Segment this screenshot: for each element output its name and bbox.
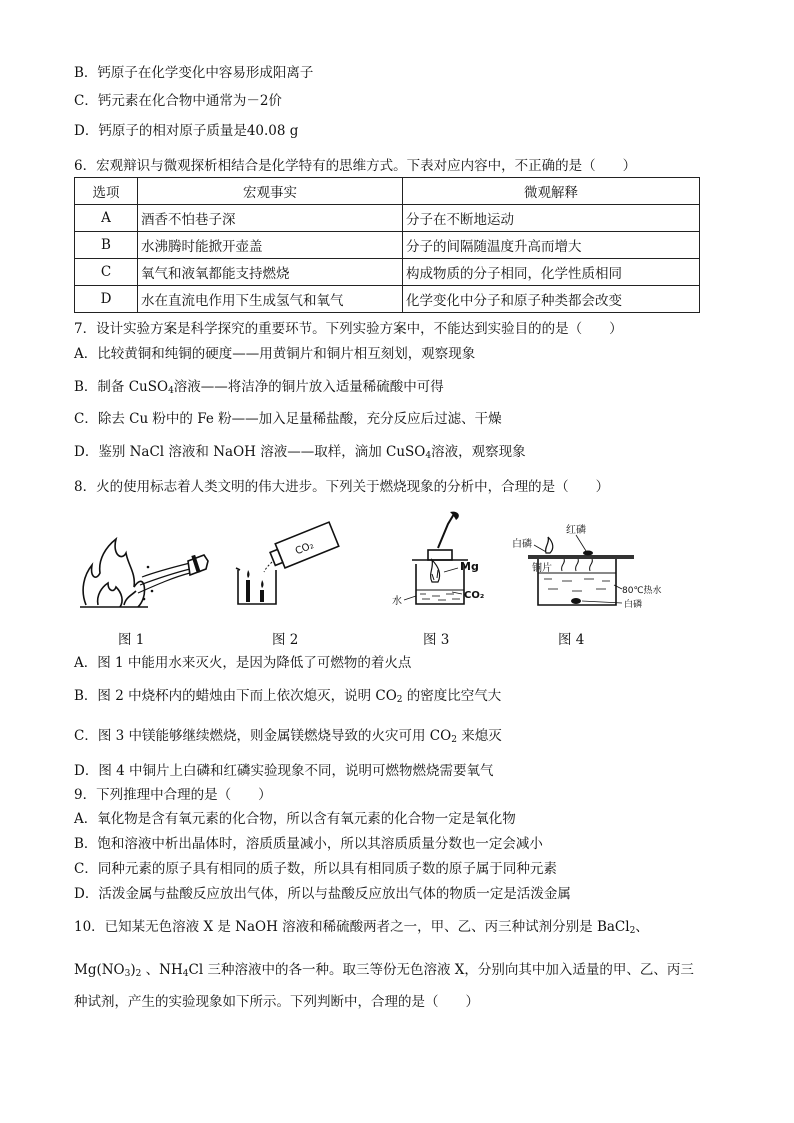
- q9-option-b: B．饱和溶液中析出晶体时，溶质质量减小，所以其溶质质量分数也一定会减小: [74, 836, 543, 852]
- q8-stem: 8．火的使用标志着人类文明的伟大进步。下列关于燃烧现象的分析中，合理的是（ ）: [74, 479, 610, 495]
- co2-bottle-label: CO₂: [293, 540, 316, 558]
- q8-option-b: B．图 2 中烧杯内的蜡烛由下而上依次熄灭，说明 $CO_2$ 的密度比空气大: [74, 688, 502, 705]
- table-cell: 分子在不断地运动: [403, 205, 700, 232]
- figure-1-caption: 图 1: [118, 632, 145, 648]
- q8-option-a: A．图 1 中能用水来灭火，是因为降低了可燃物的着火点: [74, 655, 412, 671]
- q7-option-a: A．比较黄铜和纯铜的硬度——用黄铜片和铜片相互刻划，观察现象: [74, 346, 476, 362]
- table-cell: 水沸腾时能掀开壶盖: [138, 232, 403, 259]
- figure-1-fire-hose: [78, 525, 210, 610]
- copper-sheet-label: 铜片: [532, 563, 552, 574]
- q7-option-b: B．制备 CuSO$_4$溶液——将洁净的铜片放入适量稀硫酸中可得: [74, 379, 444, 396]
- mg-label: Mg: [460, 560, 479, 573]
- table-cell: 分子的间隔随温度升高而增大: [403, 232, 700, 259]
- q8-option-d: D．图 4 中铜片上白磷和红磷实验现象不同，说明可燃物燃烧需要氧气: [74, 763, 494, 779]
- q10-line-2: $Mg(NO_3)_2$ 、$NH_4Cl$ 三种溶液中的各一种。取三等份无色溶液 X，分别向其中加入适量的甲、乙、丙三: [74, 962, 694, 979]
- q5-option-d: D．钙原子的相对原子质量是40.08 g: [74, 123, 299, 139]
- figure-2-caption: 图 2: [272, 632, 299, 648]
- table-cell: D: [75, 286, 138, 313]
- q9-option-c: C．同种元素的原子具有相同的质子数，所以具有相同质子数的原子属于同种元素: [74, 861, 557, 877]
- table-row: [75, 259, 700, 286]
- table-cell: 化学变化中分子和原子种类都会改变: [403, 286, 700, 313]
- q10-line-3: 种试剂，产生的实验现象如下所示。下列判断中，合理的是（ ）: [74, 994, 479, 1010]
- q8-option-c: C．图 3 中镁能够继续燃烧，则金属镁燃烧导致的火灾可用 $CO_2$ 来熄灭: [74, 728, 502, 745]
- water-label: 水: [392, 596, 402, 607]
- table-header: 微观解释: [403, 178, 700, 205]
- figure-4-phosphorus: [512, 523, 662, 615]
- table-cell: 构成物质的分子相同，化学性质相同: [403, 259, 700, 286]
- white-phosphorus-label: 白磷: [512, 539, 532, 550]
- table-cell: C: [75, 259, 138, 286]
- table-header-row: [75, 178, 700, 205]
- q7-option-c: C．除去 Cu 粉中的 Fe 粉——加入足量稀盐酸，充分反应后过滤、干燥: [74, 411, 502, 427]
- q5-option-c: C．钙元素在化合物中通常为－2价: [74, 93, 282, 109]
- table-row: [75, 286, 700, 313]
- figure-4-caption: 图 4: [558, 632, 585, 648]
- q7-stem: 7．设计实验方案是科学探究的重要环节。下列实验方案中，不能达到实验目的的是（ ）: [74, 321, 623, 337]
- q9-option-d: D．活泼金属与盐酸反应放出气体，所以与盐酸反应放出气体的物质一定是活泼金属: [74, 886, 571, 902]
- q7-option-d: D．鉴别 NaCl 溶液和 NaOH 溶液——取样，滴加 CuSO$_4$溶液，观察现象: [74, 444, 526, 461]
- red-phosphorus-label: 红磷: [566, 525, 586, 536]
- table-header: 宏观事实: [138, 178, 403, 205]
- q5-option-b: B．钙原子在化学变化中容易形成阳离子: [74, 65, 314, 81]
- white-phosphorus-label-2: 白磷: [624, 600, 643, 610]
- table-row: [75, 205, 700, 232]
- table-cell: A: [75, 205, 138, 232]
- table-cell: 酒香不怕巷子深: [138, 205, 403, 232]
- q9-option-a: A．氧化物是含有氧元素的化合物，所以含有氧元素的化合物一定是氧化物: [74, 811, 516, 827]
- q6-stem: 6．宏观辩识与微观探析相结合是化学特有的思维方式。下表对应内容中，不正确的是（ ）: [74, 158, 637, 174]
- figure-3-mg-in-co2: [392, 508, 502, 612]
- figure-3-caption: 图 3: [423, 632, 450, 648]
- q6-table: [74, 177, 700, 313]
- table-cell: B: [75, 232, 138, 259]
- table-cell: 氧气和液氧都能支持燃烧: [138, 259, 403, 286]
- figure-2-co2-candles: [232, 518, 344, 608]
- q9-stem: 9．下列推理中合理的是（ ）: [74, 787, 272, 803]
- q10-line-1: 10．已知某无色溶液 X 是 NaOH 溶液和稀硫酸两者之一，甲、乙、丙三种试剂分别是 BaCl$_2$、: [74, 919, 649, 936]
- hot-water-label: 80℃热水: [622, 586, 662, 596]
- table-header: 选项: [75, 178, 138, 205]
- co2-label: CO₂: [464, 590, 485, 601]
- table-cell: 水在直流电作用下生成氢气和氧气: [138, 286, 403, 313]
- table-row: [75, 232, 700, 259]
